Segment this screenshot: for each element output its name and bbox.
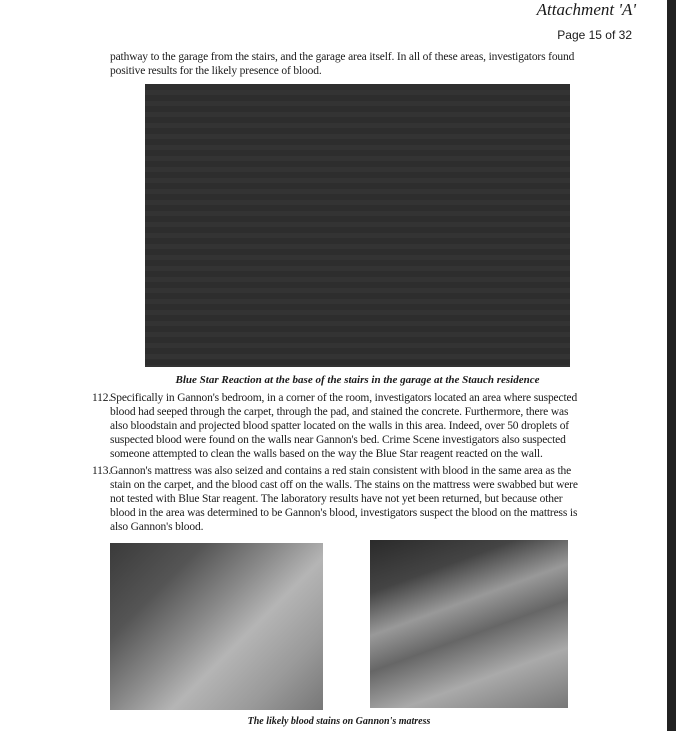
text-line: positive results for the likely presence of blood. bbox=[110, 65, 322, 77]
text-line: Specifically in Gannon's bedroom, in a corner of the room, investigators located an area where suspected bbox=[110, 392, 578, 404]
text-line: someone attempted to clean the walls based on the way the Blue Star reagent reacted on the wall. bbox=[110, 448, 543, 460]
mattress-photo-left bbox=[110, 543, 323, 710]
page-number: Page 15 of 32 bbox=[557, 28, 632, 42]
intro-paragraph bbox=[110, 50, 574, 78]
photo-caption: The likely blood stains on Gannon's matress bbox=[247, 716, 431, 727]
paragraph-number: 113. bbox=[92, 465, 112, 477]
text-line: stain on the carpet, and the blood cast off on the walls. The stains on the mattress were swabbed but were bbox=[110, 479, 578, 491]
text-line: pathway to the garage from the stairs, and the garage area itself. In all of these areas, investigators found bbox=[110, 51, 575, 63]
attachment-label: Attachment 'A' bbox=[536, 0, 636, 19]
text-line: suspected blood were found on the walls near Gannon's bed. Crime Scene investigators also suspected bbox=[110, 434, 566, 446]
text-line: blood in the area was determined to be Gannon's blood, investigators suspect the blood on the mattress is bbox=[110, 507, 578, 519]
text-line: not tested with Blue Star reagent. The laboratory results have not yet been returned, but because other bbox=[110, 493, 563, 505]
paragraph-number: 112. bbox=[92, 392, 112, 404]
paragraph-112 bbox=[92, 391, 578, 461]
viewer-edge bbox=[667, 0, 676, 731]
blue-star-photo bbox=[145, 84, 570, 367]
photo-caption: Blue Star Reaction at the base of the stairs in the garage at the Stauch residence bbox=[175, 374, 540, 386]
paragraph-113 bbox=[92, 464, 578, 534]
mattress-photo-right bbox=[370, 540, 568, 708]
text-line: blood had seeped through the carpet, through the pad, and stained the concrete. Furthermore, there was bbox=[110, 406, 569, 418]
text-line: also bloodstain and projected blood spatter located on the walls in this area. Indeed, over 50 droplets of bbox=[110, 420, 569, 432]
text-line: Gannon's mattress was also seized and contains a red stain consistent with blood in the same area as the bbox=[110, 465, 572, 477]
text-line: also Gannon's blood. bbox=[110, 521, 204, 533]
